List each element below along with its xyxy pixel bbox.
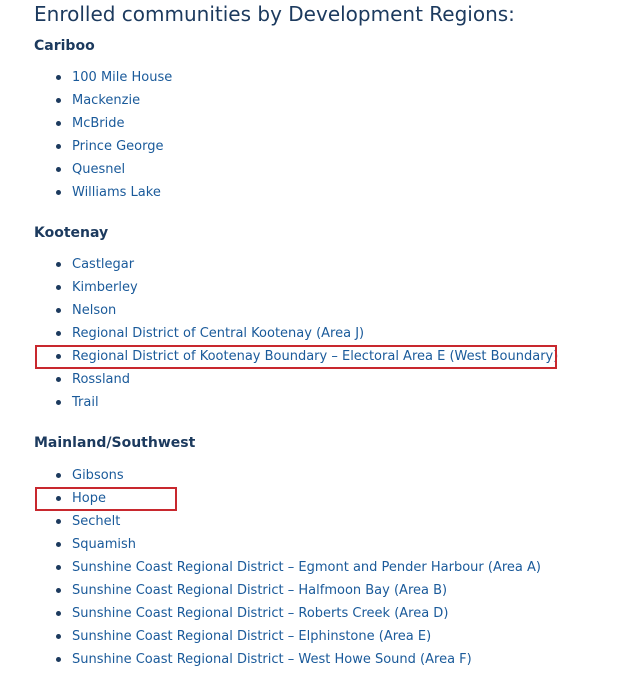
bullet-icon	[56, 657, 61, 662]
bullet-icon	[56, 519, 61, 524]
community-link[interactable]: Williams Lake	[72, 185, 161, 200]
bullet-icon	[56, 144, 61, 149]
list-item	[34, 322, 558, 345]
bullet-icon	[56, 496, 61, 501]
community-link[interactable]: Sechelt	[72, 514, 121, 529]
list-item	[34, 66, 172, 89]
list-item	[34, 625, 541, 648]
bullet-icon	[56, 542, 61, 547]
list-item	[34, 602, 541, 625]
community-link[interactable]: Rossland	[72, 372, 131, 387]
community-link[interactable]: Sunshine Coast Regional District – West Howe Sound (Area F)	[72, 652, 472, 667]
list-item	[34, 276, 558, 299]
list-item	[34, 253, 558, 276]
community-list-cariboo	[34, 66, 172, 204]
bullet-icon	[56, 473, 61, 478]
list-item-highlighted	[34, 487, 541, 510]
region-heading-mainland-southwest: Mainland/Southwest	[34, 435, 196, 451]
bullet-icon	[56, 308, 61, 313]
community-link[interactable]: Gibsons	[72, 468, 124, 483]
region-heading-cariboo: Cariboo	[34, 38, 95, 54]
bullet-icon	[56, 565, 61, 570]
list-item	[34, 158, 172, 181]
community-link[interactable]: Sunshine Coast Regional District – Elphinstone (Area E)	[72, 629, 432, 644]
community-link[interactable]: Sunshine Coast Regional District – Egmont and Pender Harbour (Area A)	[72, 560, 541, 575]
community-link[interactable]: Sunshine Coast Regional District – Roberts Creek (Area D)	[72, 606, 449, 621]
list-item	[34, 510, 541, 533]
list-item	[34, 135, 172, 158]
bullet-icon	[56, 331, 61, 336]
list-item	[34, 579, 541, 602]
page-title: Enrolled communities by Development Regions:	[34, 2, 515, 26]
bullet-icon	[56, 285, 61, 290]
community-link[interactable]: 100 Mile House	[72, 70, 173, 85]
community-link[interactable]: McBride	[72, 116, 125, 131]
bullet-icon	[56, 262, 61, 267]
community-link[interactable]: Trail	[72, 395, 99, 410]
list-item	[34, 368, 558, 391]
community-link[interactable]: Quesnel	[72, 162, 126, 177]
community-link[interactable]: Regional District of Kootenay Boundary – Electoral Area E (West Boundary)	[72, 349, 559, 364]
community-link[interactable]: Hope	[72, 491, 106, 506]
bullet-icon	[56, 377, 61, 382]
list-item	[34, 112, 172, 135]
list-item	[34, 556, 541, 579]
list-item-highlighted	[34, 345, 558, 368]
bullet-icon	[56, 354, 61, 359]
list-item	[34, 299, 558, 322]
community-link[interactable]: Regional District of Central Kootenay (Area J)	[72, 326, 365, 341]
community-link[interactable]: Mackenzie	[72, 93, 141, 108]
community-list-kootenay	[34, 253, 558, 414]
community-link[interactable]: Nelson	[72, 303, 117, 318]
community-link[interactable]: Kimberley	[72, 280, 138, 295]
community-list-mainland-southwest	[34, 464, 541, 671]
bullet-icon	[56, 634, 61, 639]
bullet-icon	[56, 588, 61, 593]
bullet-icon	[56, 167, 61, 172]
bullet-icon	[56, 611, 61, 616]
community-link[interactable]: Prince George	[72, 139, 164, 154]
list-item	[34, 464, 541, 487]
community-link[interactable]: Sunshine Coast Regional District – Halfmoon Bay (Area B)	[72, 583, 448, 598]
bullet-icon	[56, 121, 61, 126]
region-heading-kootenay: Kootenay	[34, 225, 109, 241]
list-item	[34, 533, 541, 556]
list-item	[34, 89, 172, 112]
community-link[interactable]: Castlegar	[72, 257, 135, 272]
bullet-icon	[56, 98, 61, 103]
list-item	[34, 648, 541, 671]
list-item	[34, 391, 558, 414]
list-item	[34, 181, 172, 204]
bullet-icon	[56, 75, 61, 80]
bullet-icon	[56, 190, 61, 195]
bullet-icon	[56, 400, 61, 405]
community-link[interactable]: Squamish	[72, 537, 136, 552]
